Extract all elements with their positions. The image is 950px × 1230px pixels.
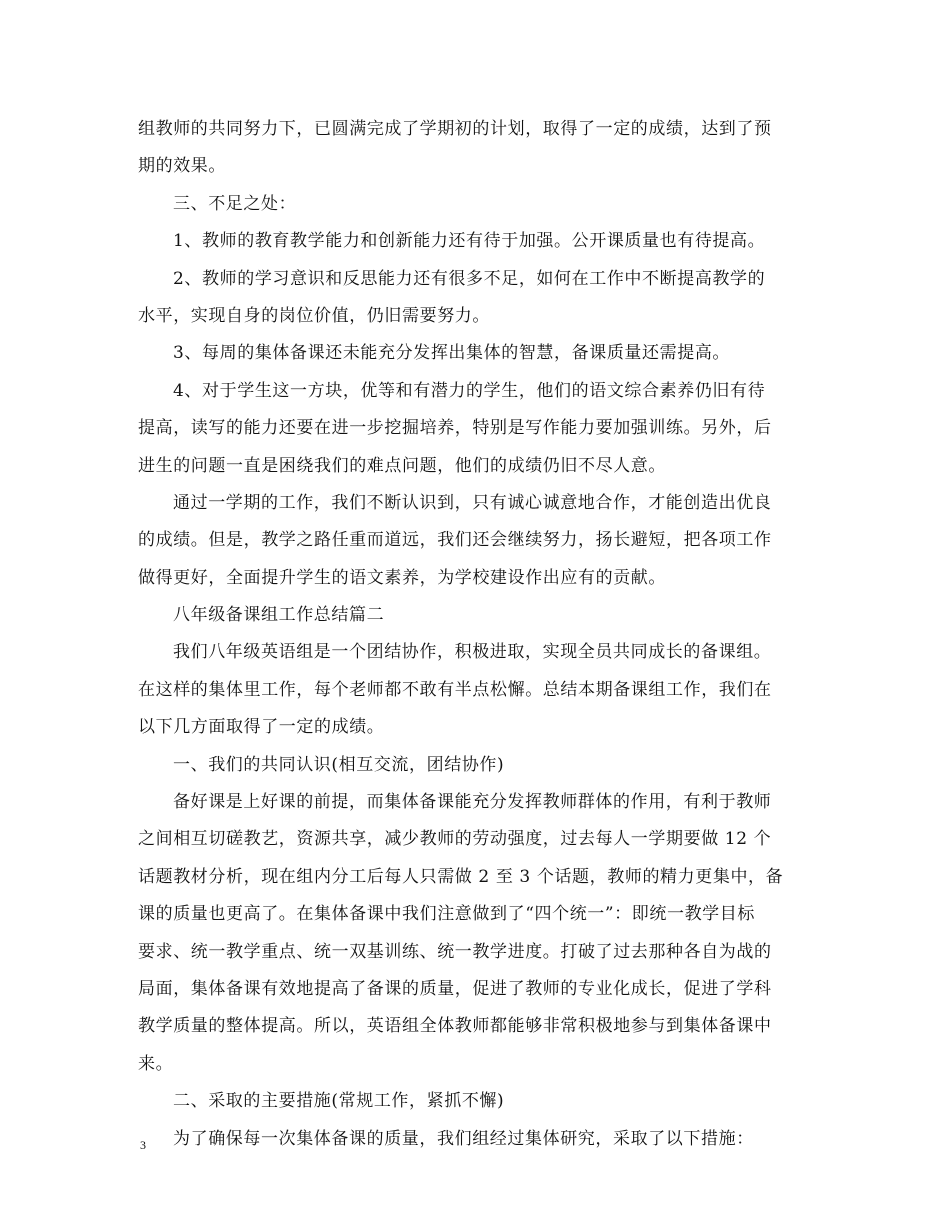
text-line: 通过一学期的工作，我们不断认识到，只有诚心诚意地合作，才能创造出优良 (173, 492, 772, 513)
text-line: 二、采取的主要措施(常规工作，紧抓不懈) (173, 1091, 505, 1112)
page-number: 3 (140, 1138, 146, 1152)
text-line: 以下几方面取得了一定的成绩。 (138, 717, 385, 738)
text-line: 3、每周的集体备课还未能充分发挥出集体的智慧，备课质量还需提高。 (173, 343, 731, 364)
text-line: 三、不足之处： (173, 193, 297, 214)
text-line: 来。 (138, 1053, 174, 1074)
text-line: 我们八年级英语组是一个团结协作，积极进取，实现全员共同成长的备课组。 (173, 642, 772, 663)
text-line: 做得更好，全面提升学生的语文素养，为学校建设作出应有的贡献。 (138, 567, 666, 588)
text-line: 进生的问题一直是困绕我们的难点问题，他们的成绩仍旧不尽人意。 (138, 455, 666, 476)
text-line: 话题教材分析，现在组内分工后每人只需做 2 至 3 个话题，教师的精力更集中，备 (138, 866, 784, 887)
text-line: 一、我们的共同认识(相互交流，团结协作) (173, 754, 505, 775)
text-line: 要求、统一教学重点、统一双基训练、统一教学进度。打破了过去那种各自为战的 (138, 941, 772, 962)
text-line: 之间相互切磋教艺，资源共享，减少教师的劳动强度，过去每人一学期要做 12 个 (138, 829, 772, 850)
text-line: 提高，读写的能力还要在进一步挖掘培养，特别是写作能力要加强训练。另外，后 (138, 418, 772, 439)
text-line: 课的质量也更高了。在集体备课中我们注意做到了“四个统一”：即统一教学目标 (138, 904, 755, 925)
text-line: 八年级备课组工作总结篇二 (173, 605, 385, 626)
text-line: 2、教师的学习意识和反思能力还有很多不足，如何在工作中不断提高教学的 (173, 268, 766, 289)
text-line: 在这样的集体里工作，每个老师都不敢有半点松懈。总结本期备课组工作，我们在 (138, 679, 772, 700)
text-line: 备好课是上好课的前提，而集体备课能充分发挥教师群体的作用，有利于教师 (173, 792, 772, 813)
document-body (138, 111, 814, 1158)
text-line: 4、对于学生这一方块，优等和有潜力的学生，他们的语文综合素养仍旧有待 (173, 380, 766, 401)
text-line: 教学质量的整体提高。所以，英语组全体教师都能够非常积极地参与到集体备课中 (138, 1016, 772, 1037)
text-line: 的成绩。但是，教学之路任重而道远，我们还会继续努力，扬长避短，把各项工作 (138, 530, 772, 551)
text-line: 1、教师的教育教学能力和创新能力还有待于加强。公开课质量也有待提高。 (173, 231, 766, 252)
text-line: 为了确保每一次集体备课的质量，我们组经过集体研究，采取了以下措施： (173, 1128, 754, 1149)
text-line: 局面，集体备课有效地提高了备课的质量，促进了教师的专业化成长，促进了学科 (138, 978, 772, 999)
text-line: 组教师的共同努力下，已圆满完成了学期初的计划，取得了一定的成绩，达到了预 (138, 119, 772, 139)
text-line: 水平，实现自身的岗位价值，仍旧需要努力。 (138, 305, 490, 326)
text-line: 期的效果。 (138, 156, 226, 177)
